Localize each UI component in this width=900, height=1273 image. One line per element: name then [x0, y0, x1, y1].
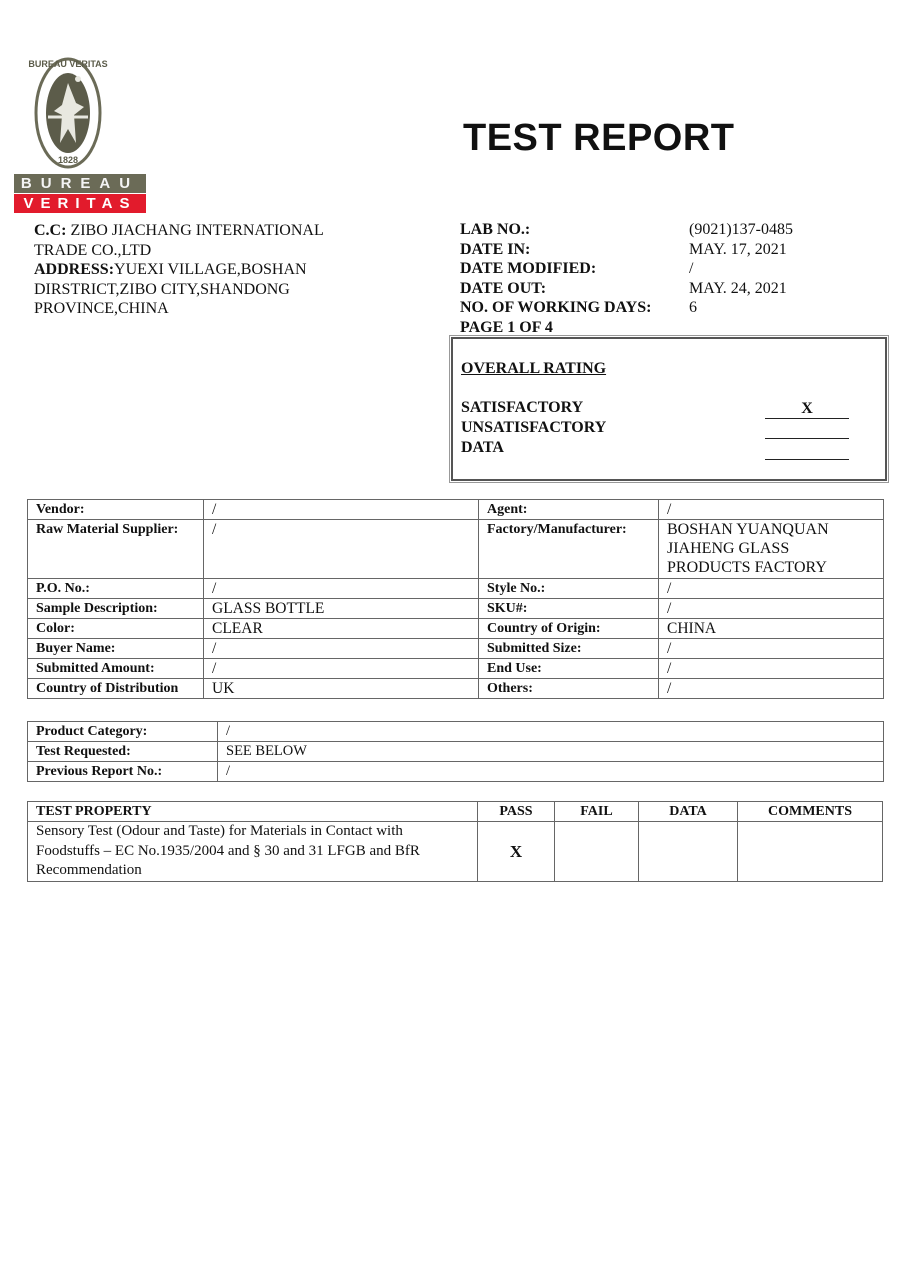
table-row [28, 500, 884, 520]
test-requested-label: Test Requested: [28, 742, 218, 762]
date-out-row [460, 279, 793, 299]
table-header-row [28, 802, 883, 822]
style-no-label: Style No.: [479, 579, 659, 599]
country-of-distribution-value: UK [204, 679, 479, 699]
date-modified-value: / [689, 260, 694, 277]
pass-mark: X [478, 822, 555, 882]
factory-label: Factory/Manufacturer: [479, 520, 659, 579]
style-no-value: / [659, 579, 884, 599]
logo-veritas-bar: VERITAS [14, 194, 146, 213]
submitted-size-value: / [659, 639, 884, 659]
date-in-row [460, 240, 793, 260]
table-row [28, 822, 883, 882]
address-line2: DIRSTRICT,ZIBO CITY,SHANDONG [34, 280, 290, 298]
others-value: / [659, 679, 884, 699]
working-days-row [460, 298, 793, 318]
address-label: ADDRESS: [34, 261, 115, 278]
test-requested-value: SEE BELOW [218, 742, 884, 762]
raw-material-supplier-value: / [204, 520, 479, 579]
table-row [28, 762, 884, 782]
country-of-origin-value: CHINA [659, 619, 884, 639]
date-out-label: DATE OUT: [460, 279, 547, 297]
fail-mark [555, 822, 639, 882]
rating-option-unsatisfactory: UNSATISFACTORY [461, 419, 607, 436]
color-label: Color: [28, 619, 204, 639]
table-row [28, 639, 884, 659]
table-row [28, 619, 884, 639]
table-row [28, 520, 884, 579]
header-comments: COMMENTS [738, 802, 883, 822]
table-row [28, 659, 884, 679]
lab-info [460, 220, 793, 337]
date-modified-row [460, 259, 793, 279]
submitted-size-label: Submitted Size: [479, 639, 659, 659]
others-label: Others: [479, 679, 659, 699]
bureau-veritas-seal-logo [14, 55, 146, 175]
date-out-value: MAY. 24, 2021 [689, 279, 787, 297]
data-mark [639, 822, 738, 882]
buyer-name-label: Buyer Name: [28, 639, 204, 659]
header-data: DATA [639, 802, 738, 822]
country-of-distribution-label: Country of Distribution [28, 679, 204, 699]
cc-label: C.C: [34, 222, 67, 239]
rating-option-data: DATA [461, 439, 504, 456]
date-in-value: MAY. 17, 2021 [689, 240, 787, 258]
page-info: PAGE 1 OF 4 [460, 318, 553, 336]
test-property-value: Sensory Test (Odour and Taste) for Materials in Contact with Foodstuffs – EC No.1935/2004 and § 30 and 31 LFGB and BfR Recommendation [28, 822, 478, 882]
working-days-value: 6 [689, 299, 697, 316]
end-use-value: / [659, 659, 884, 679]
svg-text:1828: 1828 [57, 155, 79, 165]
header-pass: PASS [478, 802, 555, 822]
agent-value: / [659, 500, 884, 520]
rating-mark-satisfactory: X [765, 399, 849, 419]
logo-bureau-bar: BUREAU [14, 174, 146, 193]
previous-report-label: Previous Report No.: [28, 762, 218, 782]
table-row [28, 599, 884, 619]
comments-value [738, 822, 883, 882]
overall-rating-box [451, 337, 887, 481]
request-table [27, 721, 884, 782]
factory-value: BOSHAN YUANQUAN JIAHENG GLASS PRODUCTS FACTORY [659, 520, 884, 579]
rating-mark-unsatisfactory [765, 419, 849, 439]
submitted-amount-label: Submitted Amount: [28, 659, 204, 679]
product-category-value: / [218, 722, 884, 742]
cc-value-line2: TRADE CO.,LTD [34, 241, 152, 259]
vendor-label: Vendor: [28, 500, 204, 520]
lab-no-value: (9021)137-0485 [689, 221, 793, 238]
vendor-value: / [204, 500, 479, 520]
color-value: CLEAR [204, 619, 479, 639]
header-test-property: TEST PROPERTY [28, 802, 478, 822]
address-line1: YUEXI VILLAGE,BOSHAN [114, 261, 307, 278]
client-block [34, 221, 354, 319]
table-row [28, 679, 884, 699]
sku-label: SKU#: [479, 599, 659, 619]
header-fail: FAIL [555, 802, 639, 822]
submitted-amount-value: / [204, 659, 479, 679]
sample-description-value: GLASS BOTTLE [204, 599, 479, 619]
table-row [28, 742, 884, 762]
country-of-origin-label: Country of Origin: [479, 619, 659, 639]
table-row [28, 722, 884, 742]
lab-no-row [460, 220, 793, 240]
cc-value: ZIBO JIACHANG INTERNATIONAL [70, 222, 324, 239]
agent-label: Agent: [479, 500, 659, 520]
report-title: TEST REPORT [463, 117, 735, 159]
po-no-label: P.O. No.: [28, 579, 204, 599]
buyer-name-value: / [204, 639, 479, 659]
working-days-label: NO. OF WORKING DAYS: [460, 299, 652, 316]
rating-option-satisfactory: SATISFACTORY [461, 399, 584, 416]
svg-text:BUREAU VERITAS: BUREAU VERITAS [28, 59, 108, 69]
sku-value: / [659, 599, 884, 619]
rating-mark-data [765, 440, 849, 460]
lab-no-label: LAB NO.: [460, 221, 531, 238]
table-row [28, 579, 884, 599]
sample-description-label: Sample Description: [28, 599, 204, 619]
date-modified-label: DATE MODIFIED: [460, 260, 597, 277]
sample-details-table [27, 499, 884, 699]
end-use-label: End Use: [479, 659, 659, 679]
product-category-label: Product Category: [28, 722, 218, 742]
raw-material-supplier-label: Raw Material Supplier: [28, 520, 204, 579]
date-in-label: DATE IN: [460, 240, 531, 258]
overall-rating-heading: OVERALL RATING [461, 360, 607, 377]
test-results-table [27, 801, 883, 882]
previous-report-value: / [218, 762, 884, 782]
po-no-value: / [204, 579, 479, 599]
address-line3: PROVINCE,CHINA [34, 300, 169, 317]
